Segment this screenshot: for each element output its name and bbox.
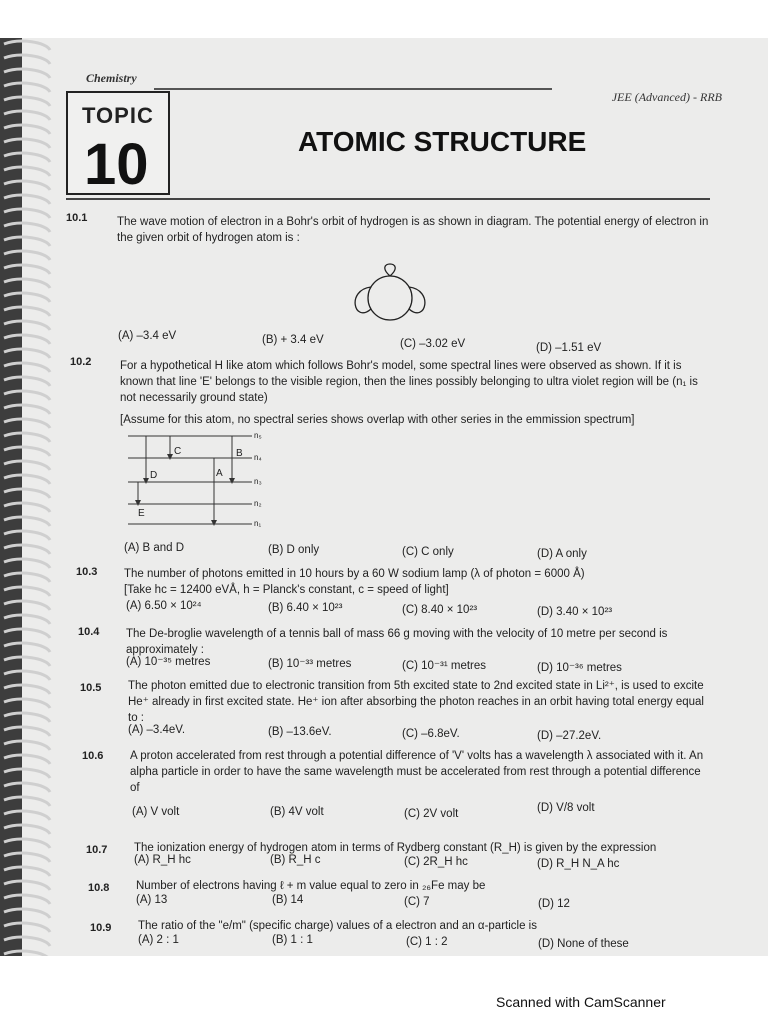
question-number: 10.5 (80, 682, 102, 694)
option-b: (B) 1 : 1 (272, 934, 313, 946)
line-label: E (138, 508, 145, 519)
header-subject: Chemistry (86, 71, 137, 85)
line-label: C (174, 446, 182, 457)
option-a: (A) 2 : 1 (138, 934, 179, 946)
level-label: n₂ (254, 499, 262, 508)
option-d: (D) A only (537, 548, 587, 560)
option-c: (C) –3.02 eV (400, 338, 466, 350)
option-d: (D) R_H N_A hc (537, 858, 620, 870)
question-text: The photon emitted due to electronic transition from 5th excited state to 2nd excited state in Li²⁺, is used to excite He⁺ already in first excited state. He⁺ ion after absorbing the photon reaches in an orbit having total energy equal to : (128, 680, 704, 724)
level-label: n₃ (254, 477, 262, 486)
option-d: (D) None of these (538, 938, 629, 950)
option-d: (D) 3.40 × 10²³ (537, 606, 613, 618)
question-note: [Take hc = 12400 eVÅ, h = Planck's constant, c = speed of light] (124, 584, 449, 596)
option-d: (D) –27.2eV. (537, 730, 602, 742)
option-d: (D) –1.51 eV (536, 342, 602, 354)
energy-level-diagram (120, 426, 280, 536)
chapter-title: ATOMIC STRUCTURE (298, 126, 587, 157)
level-label: n₅ (254, 431, 262, 440)
question-number: 10.3 (76, 566, 98, 578)
option-b: (B) 4V volt (270, 806, 324, 818)
question-text: The number of photons emitted in 10 hours by a 60 W sodium lamp (λ of photon = 6000 Å) (124, 568, 585, 580)
topic-number: 10 (84, 132, 149, 197)
line-label: A (216, 468, 223, 479)
spiral-binding (0, 38, 62, 956)
option-a: (A) 10⁻³⁵ metres (126, 656, 211, 668)
option-d: (D) 10⁻³⁶ metres (537, 662, 622, 674)
option-a: (A) V volt (132, 806, 180, 818)
question-text: Number of electrons having ℓ + m value equal to zero in ₂₆Fe may be (136, 880, 486, 892)
option-d: (D) V/8 volt (537, 802, 595, 814)
scan-top-margin (0, 0, 768, 38)
option-b: (B) 6.40 × 10²³ (268, 602, 343, 614)
level-label: n₁ (254, 519, 262, 528)
question-text: For a hypothetical H like atom which follows Bohr's model, some spectral lines were observed as shown. If it is known that line 'E' belongs to the visible region, then the lines possibly belonging to ultra violet region will be (n₁ is not necessarily ground state) (120, 360, 698, 404)
option-b: (B) 14 (272, 894, 304, 906)
question-text: The De-broglie wavelength of a tennis ball of mass 66 g moving with the velocity of 10 metre per second is approximately : (126, 628, 668, 656)
option-c: (C) 2V volt (404, 808, 459, 820)
option-c: (C) 7 (404, 896, 430, 908)
question-number: 10.4 (78, 626, 100, 638)
option-a: (A) B and D (124, 542, 185, 554)
header-exam: JEE (Advanced) - RRB (611, 90, 722, 104)
header-rule (154, 88, 552, 90)
question-number: 10.9 (90, 922, 112, 934)
question-number: 10.2 (70, 356, 92, 368)
option-a: (A) –3.4eV. (128, 724, 186, 736)
option-b: (B) –13.6eV. (268, 726, 332, 738)
question-note: [Assume for this atom, no spectral series shows overlap with other series in the emmission spectrum] (120, 414, 635, 426)
question-text: The ratio of the "e/m" (specific charge) values of a electron and an α-particle is (138, 920, 537, 932)
option-c: (C) –6.8eV. (402, 728, 460, 740)
question-text: The ionization energy of hydrogen atom in terms of Rydberg constant (R_H) is given by the expression (134, 842, 657, 854)
textbook-page (0, 38, 768, 956)
scan-footer: Scanned with CamScanner (496, 994, 666, 1010)
option-b: (B) + 3.4 eV (262, 334, 324, 346)
line-label: B (236, 448, 243, 459)
option-c: (C) C only (402, 546, 454, 558)
question-text: The wave motion of electron in a Bohr's orbit of hydrogen is as shown in diagram. The potential energy of electron in the given orbit of hydrogen atom is : (117, 216, 709, 244)
option-c: (C) 8.40 × 10²³ (402, 604, 478, 616)
option-b: (B) 10⁻³³ metres (268, 658, 352, 670)
question-text: A proton accelerated from rest through a potential difference of 'V' volts has a wavelength λ associated with it. An alpha particle in order to have the same wavelength must be accelerated from rest through a potential difference of (130, 750, 704, 794)
option-d: (D) 12 (538, 898, 570, 910)
option-c: (C) 2R_H hc (404, 856, 468, 868)
topic-label: TOPIC (82, 103, 154, 128)
question-number: 10.7 (86, 844, 108, 856)
question-number: 10.8 (88, 882, 110, 894)
option-a: (A) 13 (136, 894, 168, 906)
bohr-orbit-wave-diagram (350, 260, 430, 330)
option-a: (A) R_H hc (134, 854, 191, 866)
level-label: n₄ (254, 453, 262, 462)
option-c: (C) 10⁻³¹ metres (402, 660, 487, 672)
title-rule (66, 198, 710, 200)
question-number: 10.1 (66, 212, 88, 224)
option-b: (B) R_H c (270, 854, 321, 866)
question-number: 10.6 (82, 750, 104, 762)
option-a: (A) 6.50 × 10²⁴ (126, 600, 202, 612)
option-b: (B) D only (268, 544, 320, 556)
topic-box (66, 91, 170, 195)
option-a: (A) –3.4 eV (118, 330, 177, 342)
line-label: D (150, 470, 158, 481)
option-c: (C) 1 : 2 (406, 936, 448, 948)
